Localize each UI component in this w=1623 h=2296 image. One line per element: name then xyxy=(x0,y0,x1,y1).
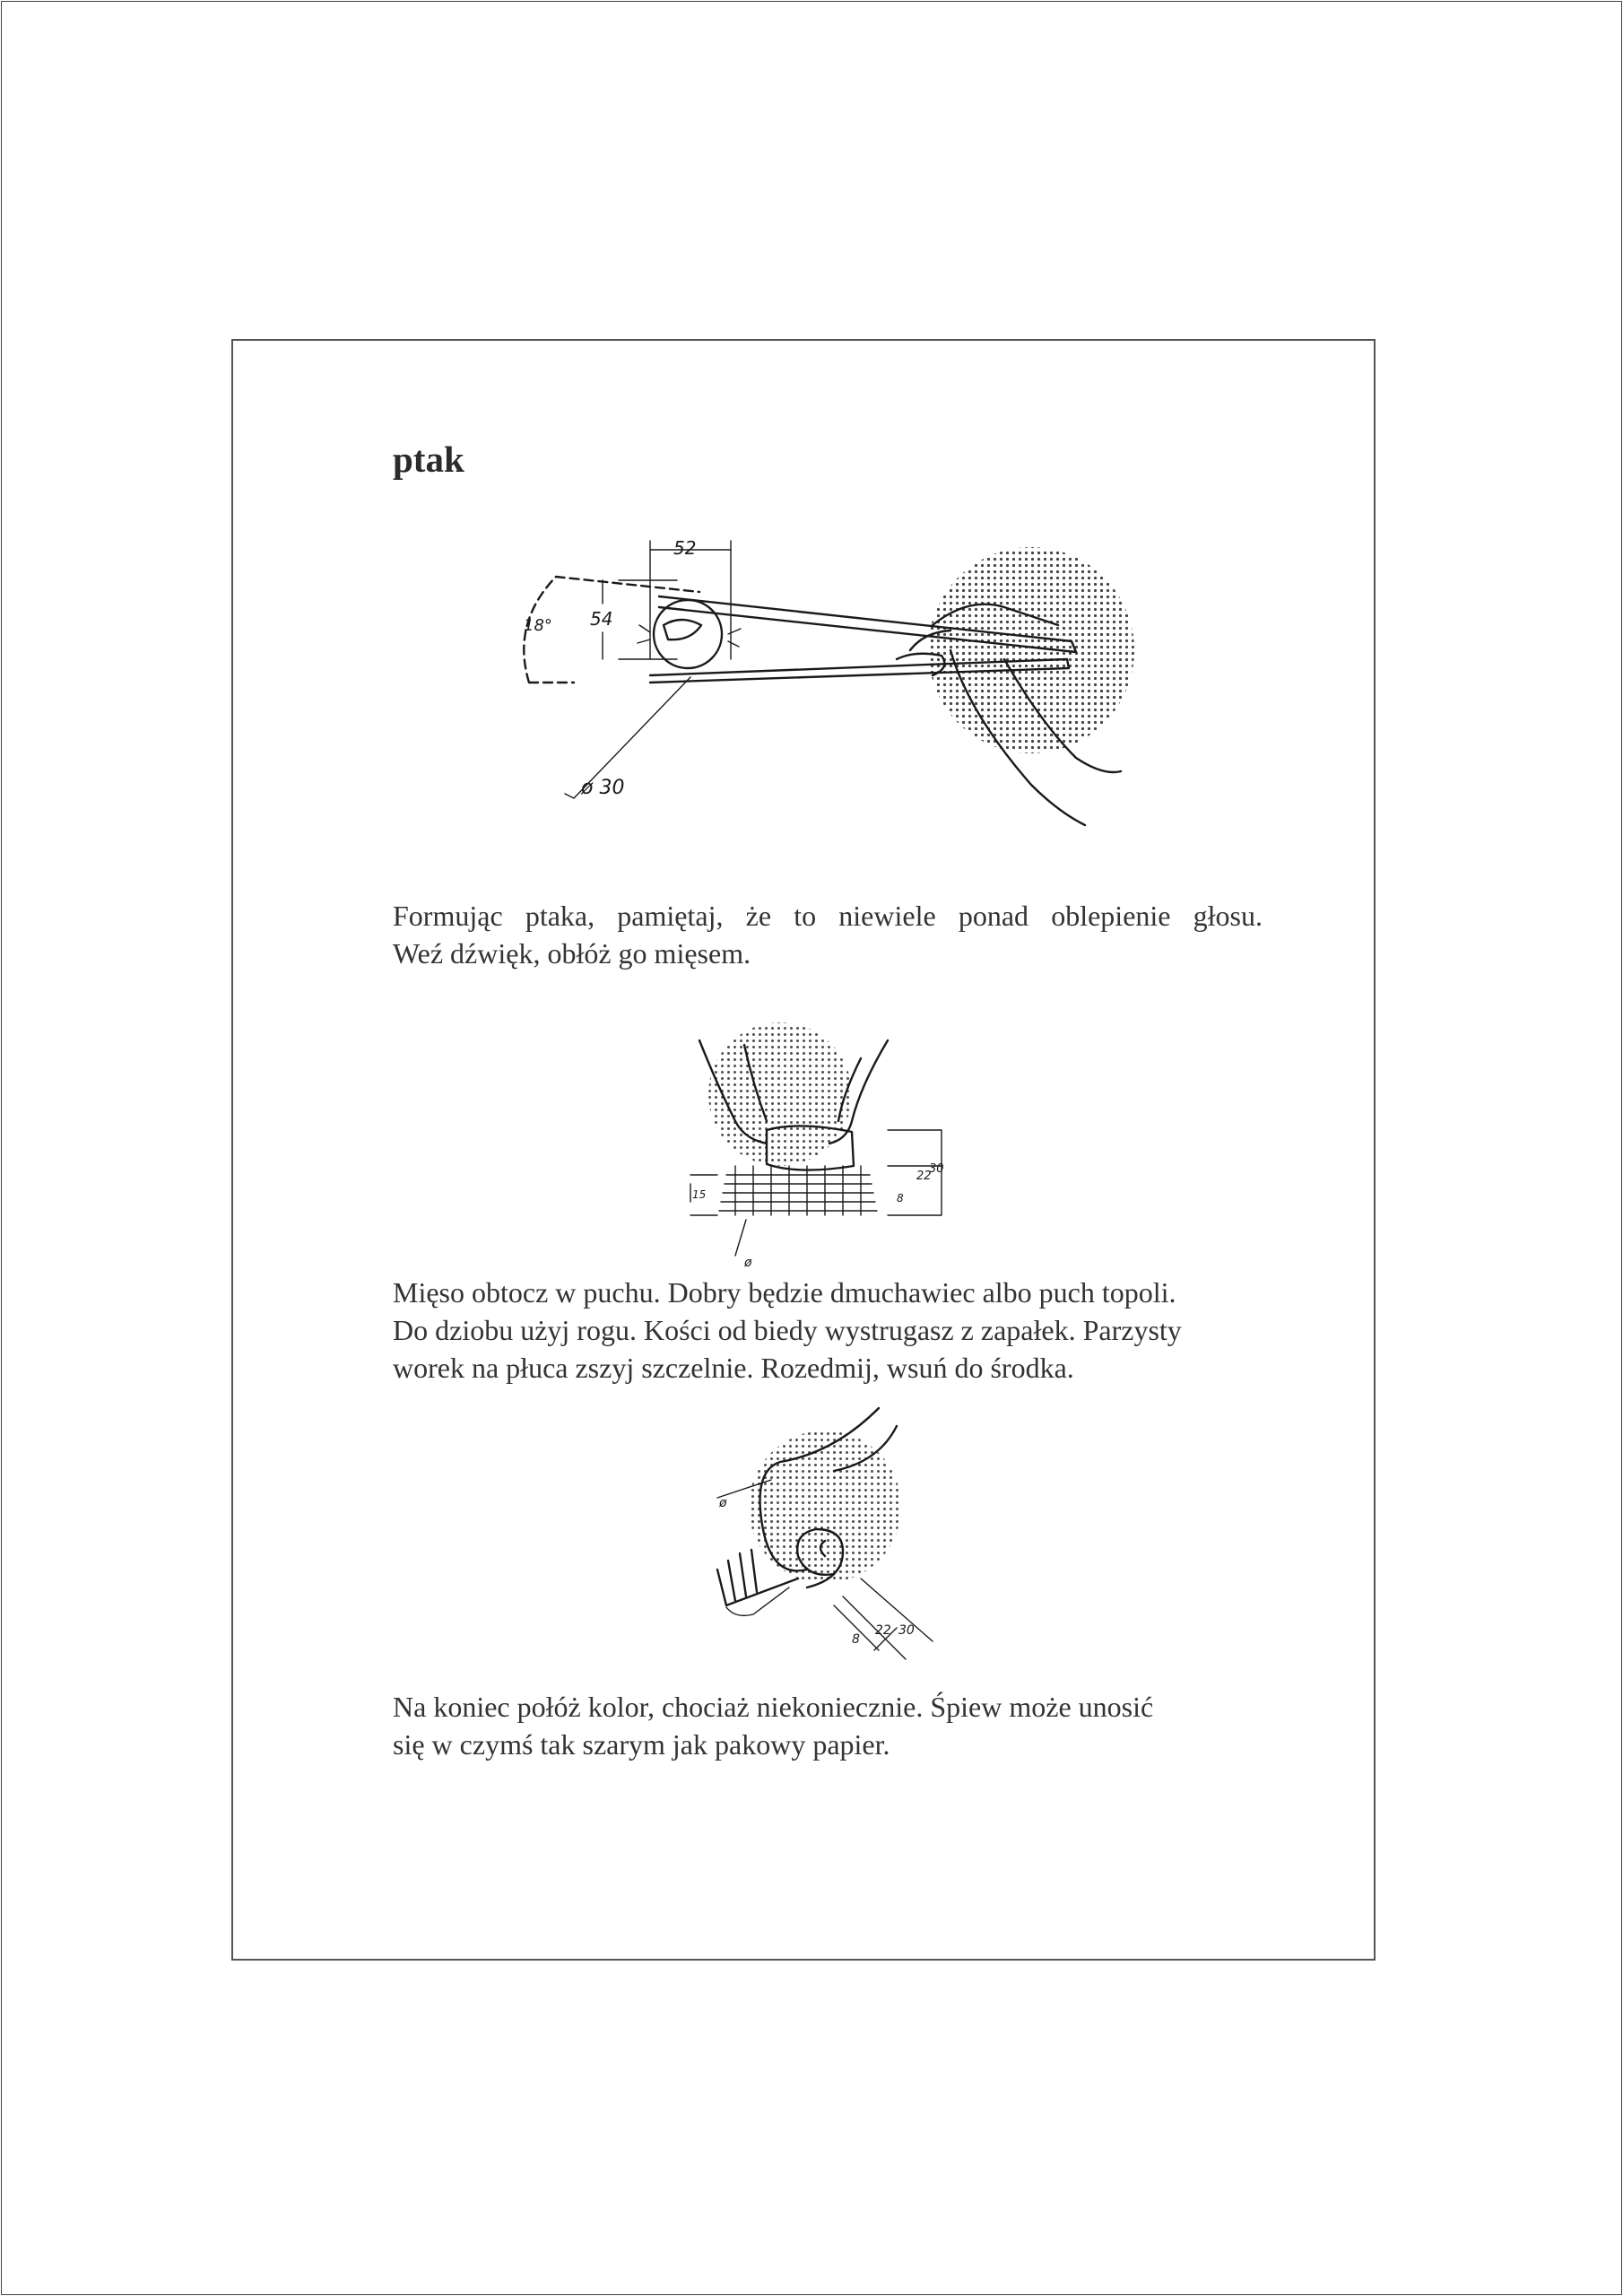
illustration-spiral-roll xyxy=(699,1399,959,1677)
label-54: 54 xyxy=(590,608,613,630)
illustration-chopsticks xyxy=(502,525,1148,830)
paragraph-2-line-1: Mięso obtocz w puchu. Dobry będzie dmuchawiec albo puch topoli. xyxy=(393,1276,1176,1309)
halftone-shading xyxy=(708,1022,852,1166)
bamboo-mat xyxy=(719,1166,877,1215)
paragraph-1-line-2: Weź dźwięk, obłóż go mięsem. xyxy=(393,937,751,970)
halftone-shading xyxy=(928,547,1134,753)
label-diameter-30: ø 30 xyxy=(581,777,625,799)
paragraph-2-line-3: worek na płuca zszyj szczelnie. Rozedmij, wsuń do środka. xyxy=(393,1352,1074,1384)
label-8: 8 xyxy=(897,1192,904,1205)
ball-inner xyxy=(664,620,701,639)
label-angle: 18° xyxy=(524,616,552,635)
label-30: 30 xyxy=(929,1162,944,1176)
paragraph-1 xyxy=(393,897,1263,972)
label-52: 52 xyxy=(673,537,697,559)
paragraph-2 xyxy=(393,1274,1263,1387)
dimension-lines xyxy=(834,1578,933,1659)
label-diameter: ø xyxy=(744,1256,752,1270)
halftone-shading xyxy=(749,1431,901,1583)
paragraph-2-line-2: Do dziobu użyj rogu. Kości od biedy wystrugasz z zapałek. Parzysty xyxy=(393,1314,1182,1346)
label-22: 22 xyxy=(916,1170,932,1183)
diameter-leader xyxy=(735,1220,746,1256)
label-diameter: ø xyxy=(719,1496,727,1510)
label-8: 8 xyxy=(852,1632,860,1647)
dimension-height-line xyxy=(603,580,677,659)
paragraph-3-line-1: Na koniec połóż kolor, chociaż niekoniecznie. Śpiew może unosić xyxy=(393,1691,1154,1723)
paragraph-3 xyxy=(393,1688,1263,1763)
page-title: ptak xyxy=(393,439,464,480)
label-30: 30 xyxy=(898,1623,915,1638)
paragraph-3-line-2: się w czymś tak szarym jak pakowy papier. xyxy=(393,1728,890,1761)
label-15: 15 xyxy=(692,1188,707,1201)
label-22: 22 xyxy=(875,1623,891,1638)
paragraph-1-line-1: Formując ptaka, pamiętaj, że to niewiele ponad oblepienie głosu. xyxy=(393,900,1263,932)
illustration-rolling-mat xyxy=(681,1031,959,1274)
